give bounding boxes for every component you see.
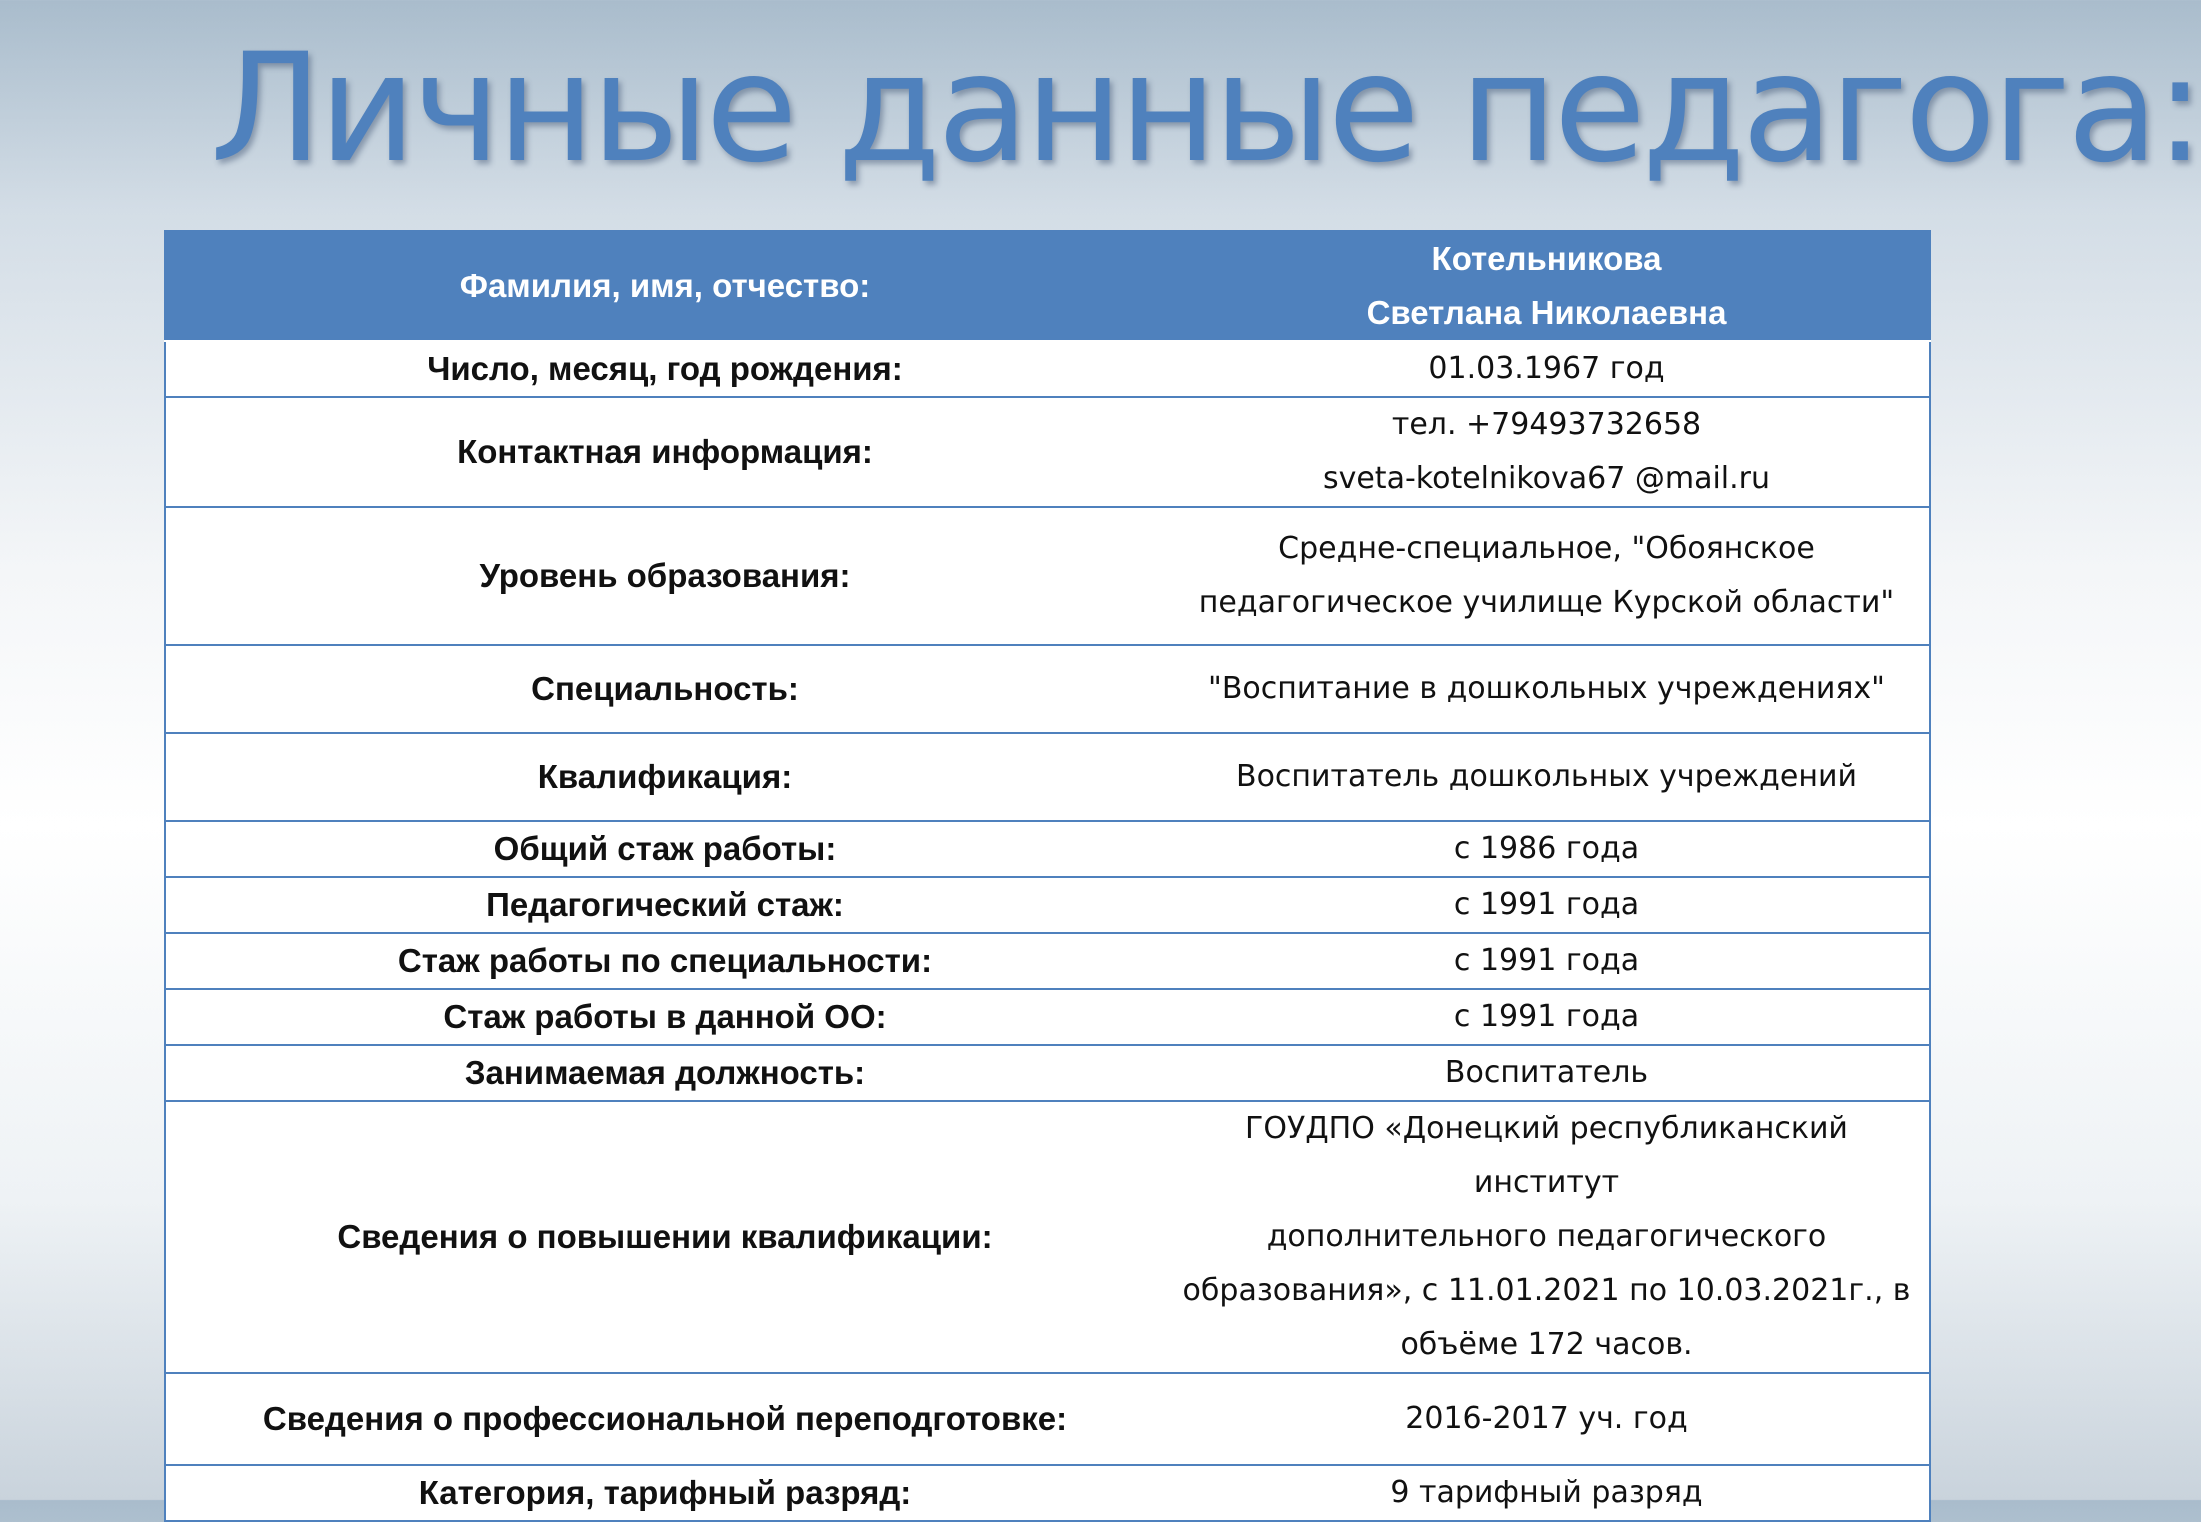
header-value-cell <box>1164 231 1930 341</box>
value-line: с 1991 года <box>1453 943 1640 978</box>
table-row-retraining <box>165 1373 1930 1465</box>
row-value <box>1164 989 1930 1045</box>
row-label: Квалификация: <box>165 733 1164 821</box>
row-label: Сведения о профессиональной переподготовке: <box>165 1373 1164 1465</box>
row-label: Сведения о повышении квалификации: <box>165 1101 1164 1373</box>
value-line: ГОУДПО «Донецкий республиканский институт <box>1245 1111 1848 1200</box>
row-label: Категория, тарифный разряд: <box>165 1465 1164 1521</box>
value-line: 9 тарифный разряд <box>1390 1475 1703 1510</box>
value-line: 01.03.1967 год <box>1428 351 1665 386</box>
row-label: Стаж работы по специальности: <box>165 933 1164 989</box>
table-header-row <box>165 231 1930 341</box>
value-line: с 1991 года <box>1453 887 1640 922</box>
row-value <box>1164 645 1930 733</box>
value-line: Средне-специальное, "Обоянское <box>1278 531 1815 566</box>
row-value <box>1164 733 1930 821</box>
table-row-category <box>165 1465 1930 1521</box>
table-row-birth-date <box>165 341 1930 397</box>
value-line: "Воспитание в дошкольных учреждениях" <box>1208 671 1885 706</box>
slide-title: Личные данные педагога: <box>210 22 2201 196</box>
table-row-teaching-experience <box>165 877 1930 933</box>
row-label: Контактная информация: <box>165 397 1164 507</box>
value-line: с 1991 года <box>1453 999 1640 1034</box>
row-value <box>1164 821 1930 877</box>
value-line: объёме 172 часов. <box>1400 1327 1693 1362</box>
row-label: Педагогический стаж: <box>165 877 1164 933</box>
value-line: образования», с 11.01.2021 по 10.03.2021г., в <box>1182 1273 1911 1308</box>
table-row-specialty-experience <box>165 933 1930 989</box>
table-row-specialty <box>165 645 1930 733</box>
row-value <box>1164 1101 1930 1373</box>
table-row-organization-experience <box>165 989 1930 1045</box>
row-value <box>1164 933 1930 989</box>
value-line: Воспитатель дошкольных учреждений <box>1235 759 1857 794</box>
row-value <box>1164 507 1930 645</box>
row-value <box>1164 341 1930 397</box>
personal-data-table <box>164 230 1931 1522</box>
row-value <box>1164 397 1930 507</box>
value-line: sveta-kotelnikova67 @mail.ru <box>1322 461 1771 496</box>
row-label: Уровень образования: <box>165 507 1164 645</box>
header-value-line: Светлана Николаевна <box>1366 294 1727 331</box>
row-label: Число, месяц, год рождения: <box>165 341 1164 397</box>
table-row-education-level <box>165 507 1930 645</box>
row-label: Занимаемая должность: <box>165 1045 1164 1101</box>
table-row-advanced-training <box>165 1101 1930 1373</box>
value-line: дополнительного педагогического <box>1266 1219 1827 1254</box>
row-label: Специальность: <box>165 645 1164 733</box>
table-row-contact-info <box>165 397 1930 507</box>
row-label: Общий стаж работы: <box>165 821 1164 877</box>
table-row-qualification <box>165 733 1930 821</box>
row-label: Стаж работы в данной ОО: <box>165 989 1164 1045</box>
table-row-total-experience <box>165 821 1930 877</box>
value-line: тел. +79493732658 <box>1391 407 1702 442</box>
row-value <box>1164 1465 1930 1521</box>
header-label-cell: Фамилия, имя, отчество: <box>165 231 1164 341</box>
row-value <box>1164 1373 1930 1465</box>
value-line: 2016-2017 уч. год <box>1405 1401 1688 1436</box>
row-value <box>1164 877 1930 933</box>
value-line: педагогическое училище Курской области" <box>1198 585 1895 620</box>
value-line: с 1986 года <box>1453 831 1640 866</box>
header-value-line: Котельникова <box>1431 240 1662 277</box>
row-value <box>1164 1045 1930 1101</box>
table-row-position <box>165 1045 1930 1101</box>
value-line: Воспитатель <box>1444 1055 1649 1090</box>
